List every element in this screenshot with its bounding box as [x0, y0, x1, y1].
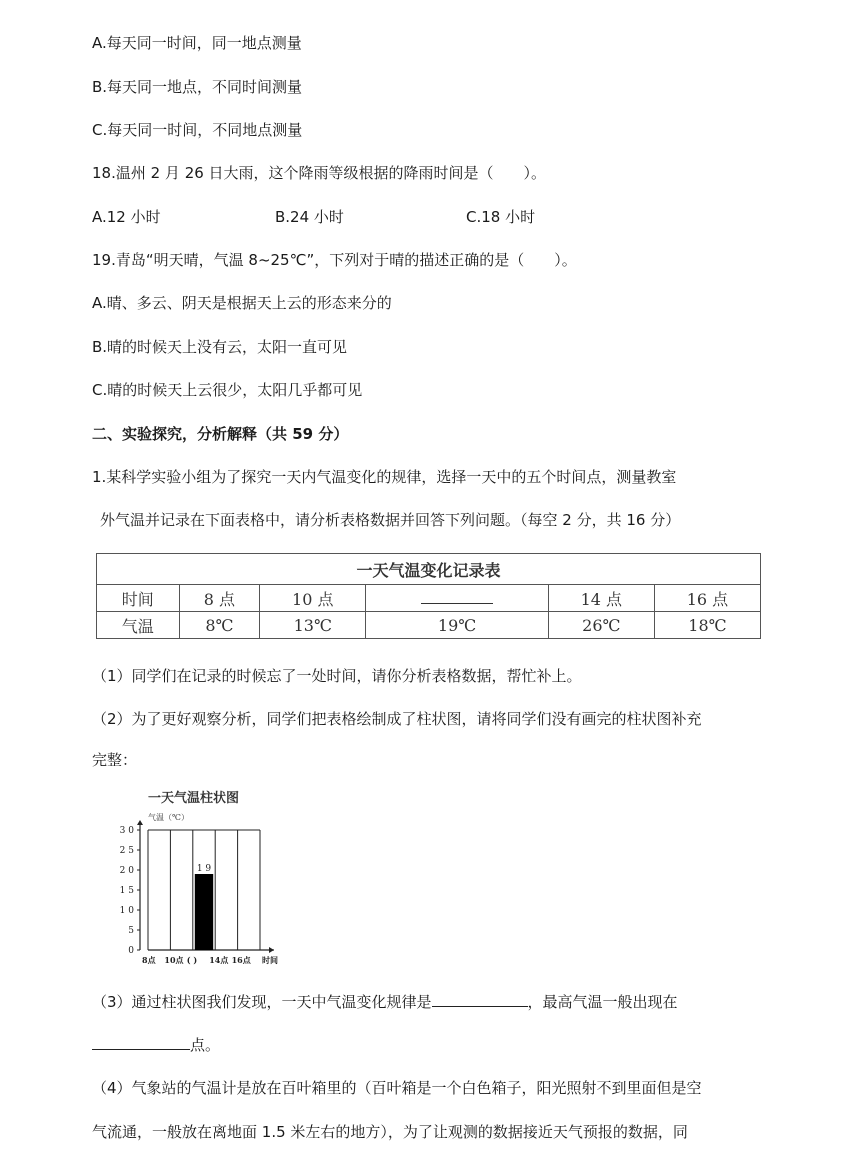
- table-cell: 26℃: [548, 612, 654, 639]
- missing-time-blank-cell: [366, 585, 548, 612]
- q3-line2: [92, 1035, 220, 1055]
- table-cell: 18℃: [654, 612, 760, 639]
- chart-ylabel: 气温（℃）: [148, 813, 189, 822]
- bar: [195, 874, 213, 950]
- y-tick-label: 1 0: [119, 906, 134, 916]
- q4-line2: 气流通，一般放在离地面 1.5 米左右的地方），为了让观测的数据接近天气预报的数据，同: [92, 1123, 688, 1141]
- problem1-line1: 1.某科学实验小组为了探究一天内气温变化的规律，选择一天中的五个时间点，测量教室: [92, 468, 677, 486]
- table-cell: 13℃: [260, 612, 366, 639]
- y-tick-label: 2 0: [119, 866, 134, 876]
- y-tick-label: 0: [128, 946, 134, 956]
- q3-line1: [92, 992, 678, 1012]
- x-tick-label: 10点: [164, 955, 184, 965]
- y-tick-label: 5: [128, 926, 134, 936]
- x-axis-label: 时间: [262, 955, 278, 965]
- temperature-bar-chart: [108, 782, 288, 972]
- x-axis-arrow: [269, 947, 274, 953]
- x-tick-label: 14点: [209, 955, 229, 965]
- q2-line1: （2）为了更好观察分析，同学们把表格绘制成了柱状图，请将同学们没有画完的柱状图补充: [92, 710, 702, 728]
- q4-line1: （4）气象站的气温计是放在百叶箱里的（百叶箱是一个白色箱子，阳光照射不到里面但是空: [92, 1079, 702, 1097]
- answer-blank: [421, 589, 493, 604]
- option-a: A.每天同一时间，同一地点测量: [92, 34, 302, 52]
- table-cell: 19℃: [366, 612, 548, 639]
- answer-blank: [92, 1035, 190, 1050]
- y-tick-label: 2 5: [119, 846, 134, 856]
- problem1-line2: 外气温并记录在下面表格中，请分析表格数据并回答下列问题。（每空 2 分，共 16 分）: [100, 511, 681, 529]
- q19-option-b: B.晴的时候天上没有云，太阳一直可见: [92, 338, 348, 356]
- section-title: 二、实验探究，分析解释（共 59 分）: [92, 425, 349, 443]
- q19-stem: 19.青岛“明天晴，气温 8~25℃”，下列对于晴的描述正确的是（ ）。: [92, 251, 577, 269]
- chart-title: 一天气温柱状图: [148, 791, 240, 806]
- temperature-record-table: [96, 553, 761, 639]
- row-label-time: 时间: [97, 585, 180, 612]
- table-cell: 8℃: [179, 612, 260, 639]
- y-axis-arrow: [137, 820, 143, 825]
- option-c: C.每天同一时间，不同地点测量: [92, 121, 303, 139]
- table-cell: 16 点: [654, 585, 760, 612]
- x-tick-label: 8点: [142, 955, 156, 965]
- q2-line2: 完整：: [92, 751, 138, 769]
- table-cell: 8 点: [179, 585, 260, 612]
- q18-stem: 18.温州 2 月 26 日大雨，这个降雨等级根据的降雨时间是（ ）。: [92, 164, 547, 182]
- x-tick-label: ( ): [186, 955, 198, 965]
- table-cell: 10 点: [260, 585, 366, 612]
- x-tick-label: 16点: [231, 955, 251, 965]
- row-label-temp: 气温: [97, 612, 180, 639]
- bar-value-label: 1 9: [196, 864, 212, 874]
- y-tick-label: 3 0: [119, 826, 134, 836]
- q19-option-c: C.晴的时候天上云很少，太阳几乎都可见: [92, 381, 363, 399]
- q18-option-b: B.24 小时: [275, 208, 344, 226]
- q1-text: （1）同学们在记录的时候忘了一处时间，请你分析表格数据，帮忙补上。: [92, 667, 582, 685]
- answer-blank: [432, 992, 528, 1007]
- table-title: 一天气温变化记录表: [97, 554, 761, 585]
- option-b: B.每天同一地点，不同时间测量: [92, 78, 303, 96]
- table-row-temp: [97, 612, 761, 639]
- table-cell: 14 点: [548, 585, 654, 612]
- q3-mid: ，最高气温一般出现在: [527, 993, 678, 1011]
- q3-suffix: 点。: [190, 1036, 221, 1054]
- y-tick-label: 1 5: [119, 886, 134, 896]
- table-row-time: [97, 585, 761, 612]
- q18-option-a: A.12 小时: [92, 208, 161, 226]
- q18-option-c: C.18 小时: [466, 208, 536, 226]
- q19-option-a: A.晴、多云、阴天是根据天上云的形态来分的: [92, 294, 392, 312]
- q3-prefix: （3）通过柱状图我们发现，一天中气温变化规律是: [92, 993, 432, 1011]
